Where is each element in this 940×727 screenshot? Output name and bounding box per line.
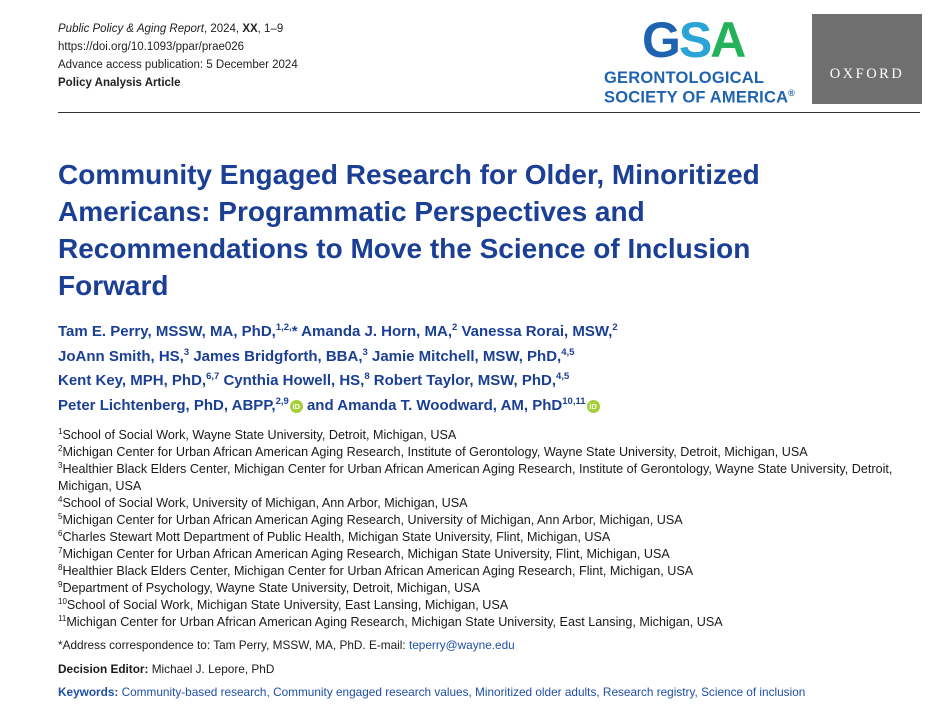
affiliation-item: $^7$Michigan Center for Urban African American Aging Research, Michigan State University, Flint, Michigan, USA: [58, 545, 670, 561]
author-list: [58, 320, 898, 418]
gsa-logo: [604, 14, 804, 106]
corresponding-mark: *: [291, 323, 298, 340]
affiliation-item: $^8$Healthier Black Elders Center, Michigan Center for Urban African American Aging Research, Flint, Michigan, USA: [58, 562, 694, 578]
decision-editor-name: Michael J. Lepore, PhD: [148, 662, 275, 676]
orcid-icon[interactable]: iD: [587, 400, 600, 413]
keyword-item[interactable]: Minoritized older adults: [475, 685, 597, 699]
keyword-item[interactable]: Community engaged research values: [273, 685, 469, 699]
affiliation-item: $^{11}$Michigan Center for Urban African American Aging Research, Michigan State University, East Lansing, Michigan, USA: [58, 613, 723, 629]
pages: , 1–9: [257, 23, 284, 35]
author-name[interactable]: JoAnn Smith, HS,: [58, 347, 184, 365]
author-affil-ref: 6,7: [206, 371, 220, 382]
author-row: [58, 345, 898, 370]
author-name[interactable]: Tam E. Perry, MSSW, MA, PhD,: [58, 323, 276, 340]
author-name[interactable]: Cynthia Howell, HS,: [223, 372, 365, 389]
affiliation-item: $^1$School of Social Work, Wayne State University, Detroit, Michigan, USA: [58, 426, 457, 442]
author-affil-ref: 2,9: [275, 395, 289, 407]
decision-editor-label: Decision Editor:: [58, 662, 149, 676]
author-affil-ref: 10,11: [562, 395, 586, 407]
affiliation-item: $^6$Charles Stewart Mott Department of Public Health, Michigan State University, Flint, Michigan, USA: [58, 528, 611, 544]
affiliation-item: $^9$Department of Psychology, Wayne State University, Detroit, Michigan, USA: [58, 579, 481, 595]
author-row: [58, 320, 898, 345]
keyword-item[interactable]: Science of inclusion: [701, 685, 806, 699]
correspondence-text: *Address correspondence to: Tam Perry, MSSW, MA, PhD. E-mail:: [58, 638, 409, 652]
affiliation-item: $^{10}$School of Social Work, Michigan State University, East Lansing, Michigan, USA: [58, 596, 509, 612]
author-row: [58, 394, 898, 419]
author-row: [58, 369, 898, 394]
oxford-wordmark: OXFORD: [829, 66, 905, 82]
article-title: Community Engaged Research for Older, Minoritized Americans: Programmatic Perspectives and Recommendations to Move the Science of Inclusion Forward: [58, 159, 760, 301]
author-name[interactable]: and Amanda T. Woodward, AM, PhD: [306, 396, 563, 414]
author-affil-ref: 3: [183, 346, 190, 358]
author-name[interactable]: Peter Lichtenberg, PhD, ABPP,: [58, 396, 276, 414]
keywords: Keywords: Community-based research, Community engaged research values, Minoritized older adults, Research registry, Science of inclusion: [58, 685, 806, 699]
gsa-name-line2: SOCIETY OF AMERICA®: [604, 88, 796, 107]
gsa-letter-g: G: [642, 12, 679, 68]
author-affil-ref: 3: [362, 346, 368, 358]
journal-name: Public Policy & Aging Report: [58, 23, 204, 35]
header-divider: [58, 112, 920, 113]
volume: XX: [242, 23, 258, 35]
author-affil-ref: 4,5: [556, 371, 570, 382]
gsa-letter-a: A: [710, 12, 745, 68]
author-name[interactable]: James Bridgforth, BBA,: [193, 347, 363, 365]
author-name[interactable]: Amanda J. Horn, MA,: [301, 323, 453, 340]
author-name[interactable]: Vanessa Rorai, MSW,: [461, 323, 613, 340]
author-name[interactable]: Kent Key, MPH, PhD,: [58, 372, 207, 389]
doi-link[interactable]: https://doi.org/10.1093/ppar/prae026: [58, 41, 245, 53]
author-name[interactable]: Jamie Mitchell, MSW, PhD,: [371, 347, 562, 365]
journal-citation: Public Policy & Aging Report, 2024, XX, 1–9: [58, 23, 284, 35]
author-affil-ref: 2: [612, 322, 618, 333]
affiliation-item: $^3$Healthier Black Elders Center, Michigan Center for Urban African American Aging Research, Institute of Gerontology, Wayne State University, Detroit, Michigan, USA: [58, 460, 893, 493]
article-type: Policy Analysis Article: [58, 77, 181, 89]
orcid-icon[interactable]: iD: [290, 400, 303, 413]
affiliation-item: $^2$Michigan Center for Urban African American Aging Research, Institute of Gerontology, Wayne State University, Detroit, Michigan, USA: [58, 443, 808, 459]
email-link[interactable]: teperry@wayne.edu: [408, 638, 515, 652]
article-header: [58, 20, 298, 92]
affiliation-item: $^4$School of Social Work, University of Michigan, Ann Arbor, Michigan, USA: [58, 494, 468, 510]
oxford-logo: [812, 14, 922, 104]
keyword-item[interactable]: Research registry: [602, 685, 695, 699]
author-affil-ref: 2: [452, 322, 458, 333]
author-name[interactable]: Robert Taylor, MSW, PhD,: [373, 372, 557, 389]
affiliation-item: $^5$Michigan Center for Urban African American Aging Research, University of Michigan, Ann Arbor, Michigan, USA: [58, 511, 683, 527]
keywords-label: Keywords:: [58, 685, 119, 699]
registered-mark: ®: [788, 88, 796, 98]
gsa-letter-s: S: [678, 12, 711, 68]
advance-access-date: Advance access publication: 5 December 2024: [58, 59, 298, 71]
decision-editor: [58, 661, 274, 678]
author-affil-ref: 4,5: [561, 346, 575, 358]
correspondence-note: [58, 637, 515, 654]
gsa-name-line1: GERONTOLOGICAL: [604, 69, 765, 87]
author-affil-ref: 1,2,: [275, 322, 292, 333]
affiliation-list: [58, 427, 928, 631]
gsa-letters: [642, 14, 744, 66]
author-affil-ref: 8: [364, 371, 370, 382]
keyword-item[interactable]: Community-based research: [121, 685, 267, 699]
